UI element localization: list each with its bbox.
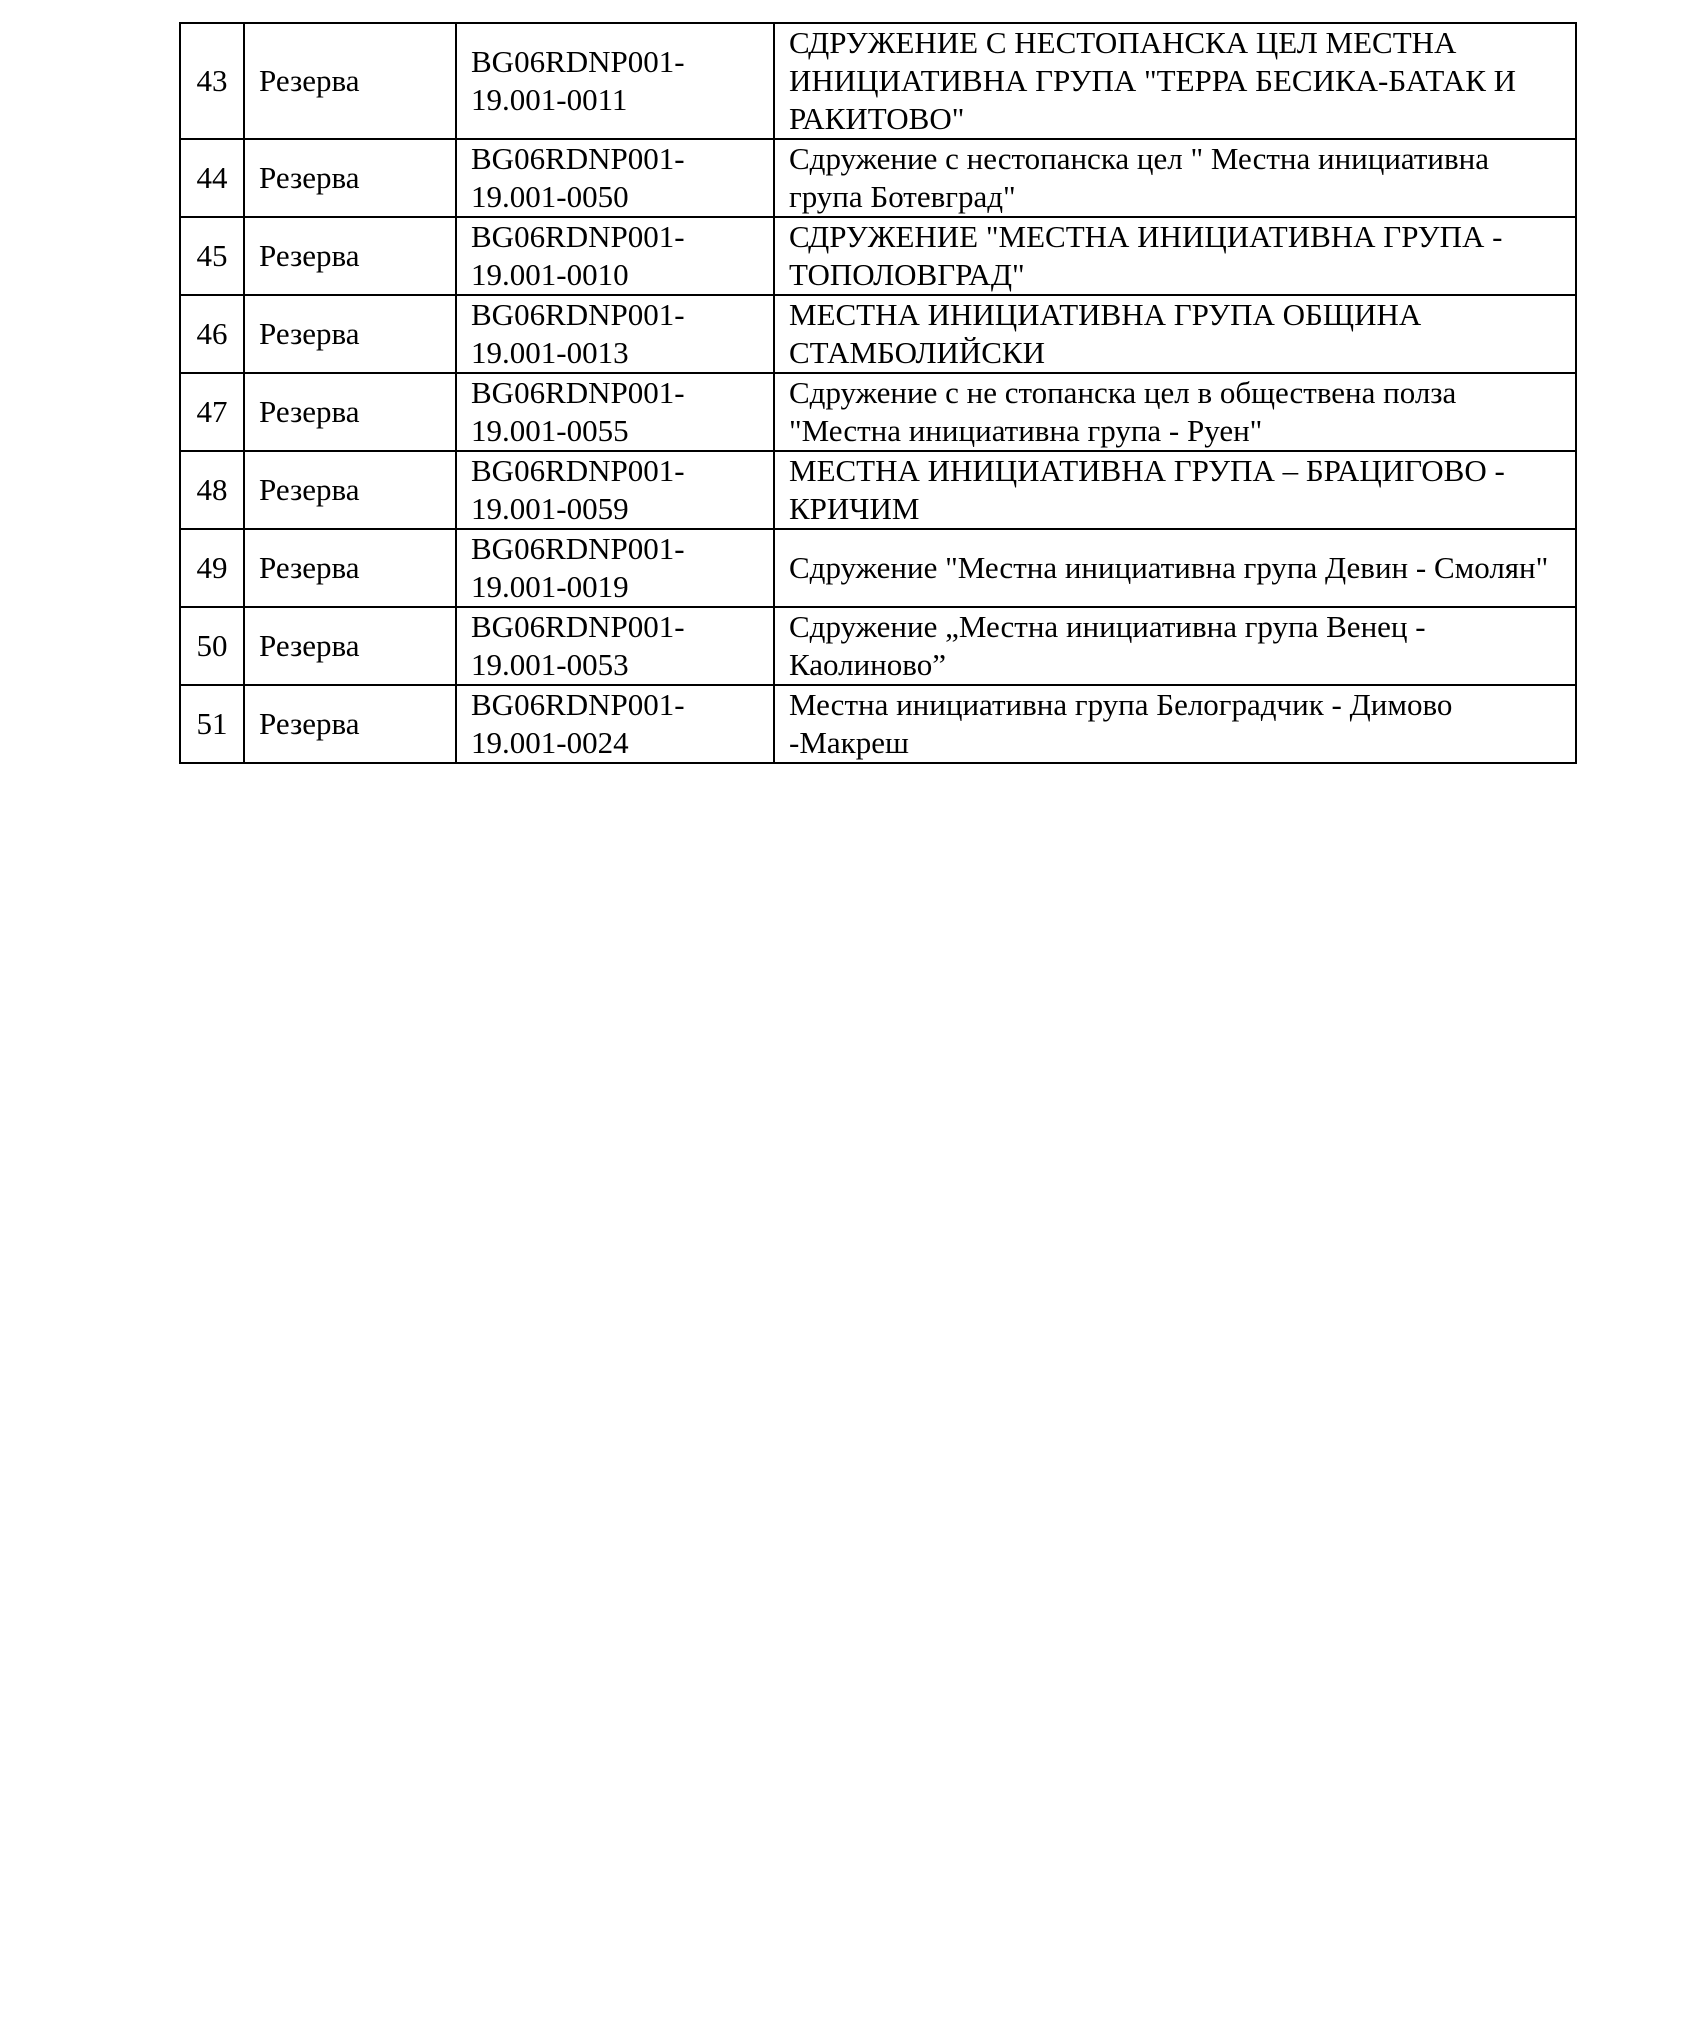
- project-code-prefix: BG06RDNP001-: [471, 609, 685, 644]
- project-code-suffix: 19.001-0011: [471, 82, 628, 117]
- project-code: [456, 685, 774, 763]
- applicant-name: Сдружение с не стопанска цел в обществена полза "Местна инициативна група - Руен": [774, 373, 1576, 451]
- row-number: 50: [180, 607, 244, 685]
- table-row: [180, 451, 1576, 529]
- row-number: 49: [180, 529, 244, 607]
- row-status: Резерва: [244, 217, 456, 295]
- project-code-suffix: 19.001-0010: [471, 257, 629, 292]
- row-status: Резерва: [244, 23, 456, 139]
- row-number: 47: [180, 373, 244, 451]
- project-code-prefix: BG06RDNP001-: [471, 453, 685, 488]
- project-code: [456, 217, 774, 295]
- project-code: [456, 607, 774, 685]
- row-status: Резерва: [244, 685, 456, 763]
- project-code: [456, 529, 774, 607]
- row-number: 46: [180, 295, 244, 373]
- project-code-suffix: 19.001-0013: [471, 335, 629, 370]
- table-row: [180, 23, 1576, 139]
- table-row: [180, 139, 1576, 217]
- row-number: 44: [180, 139, 244, 217]
- applicant-name: СДРУЖЕНИЕ "МЕСТНА ИНИЦИАТИВНА ГРУПА - ТОПОЛОВГРАД": [774, 217, 1576, 295]
- row-number: 51: [180, 685, 244, 763]
- row-status: Резерва: [244, 139, 456, 217]
- row-status: Резерва: [244, 529, 456, 607]
- project-code: [456, 373, 774, 451]
- project-code-prefix: BG06RDNP001-: [471, 219, 685, 254]
- project-code-suffix: 19.001-0050: [471, 179, 629, 214]
- applicant-name: Местна инициативна група Белоградчик - Димово -Макреш: [774, 685, 1576, 763]
- applicant-name: СДРУЖЕНИЕ С НЕСТОПАНСКА ЦЕЛ МЕСТНА ИНИЦИАТИВНА ГРУПА "ТЕРРА БЕСИКА-БАТАК И РАКИТОВО": [774, 23, 1576, 139]
- project-code-suffix: 19.001-0055: [471, 413, 629, 448]
- project-code: [456, 295, 774, 373]
- row-status: Резерва: [244, 373, 456, 451]
- project-code-suffix: 19.001-0024: [471, 725, 629, 760]
- applicant-name: Сдружение „Местна инициативна група Венец - Каолиново”: [774, 607, 1576, 685]
- applicant-name: МЕСТНА ИНИЦИАТИВНА ГРУПА ОБЩИНА СТАМБОЛИЙСКИ: [774, 295, 1576, 373]
- row-status: Резерва: [244, 607, 456, 685]
- project-code-prefix: BG06RDNP001-: [471, 141, 685, 176]
- table-row: [180, 217, 1576, 295]
- applicant-name: Сдружение "Местна инициативна група Девин - Смолян": [774, 529, 1576, 607]
- table-row: [180, 295, 1576, 373]
- project-code-suffix: 19.001-0019: [471, 569, 629, 604]
- project-code-prefix: BG06RDNP001-: [471, 375, 685, 410]
- row-number: 48: [180, 451, 244, 529]
- applicant-name: Сдружение с нестопанска цел " Местна инициативна група Ботевград": [774, 139, 1576, 217]
- project-code: [456, 23, 774, 139]
- table-row: [180, 607, 1576, 685]
- table-row: [180, 529, 1576, 607]
- reserve-applications-table: [179, 22, 1577, 764]
- row-status: Резерва: [244, 451, 456, 529]
- row-status: Резерва: [244, 295, 456, 373]
- table-row: [180, 373, 1576, 451]
- project-code-suffix: 19.001-0053: [471, 647, 629, 682]
- applicant-name: МЕСТНА ИНИЦИАТИВНА ГРУПА – БРАЦИГОВО - КРИЧИМ: [774, 451, 1576, 529]
- project-code-prefix: BG06RDNP001-: [471, 297, 685, 332]
- project-code: [456, 139, 774, 217]
- project-code-prefix: BG06RDNP001-: [471, 531, 685, 566]
- project-code: [456, 451, 774, 529]
- project-code-suffix: 19.001-0059: [471, 491, 629, 526]
- project-code-prefix: BG06RDNP001-: [471, 44, 685, 79]
- row-number: 43: [180, 23, 244, 139]
- row-number: 45: [180, 217, 244, 295]
- project-code-prefix: BG06RDNP001-: [471, 687, 685, 722]
- table-row: [180, 685, 1576, 763]
